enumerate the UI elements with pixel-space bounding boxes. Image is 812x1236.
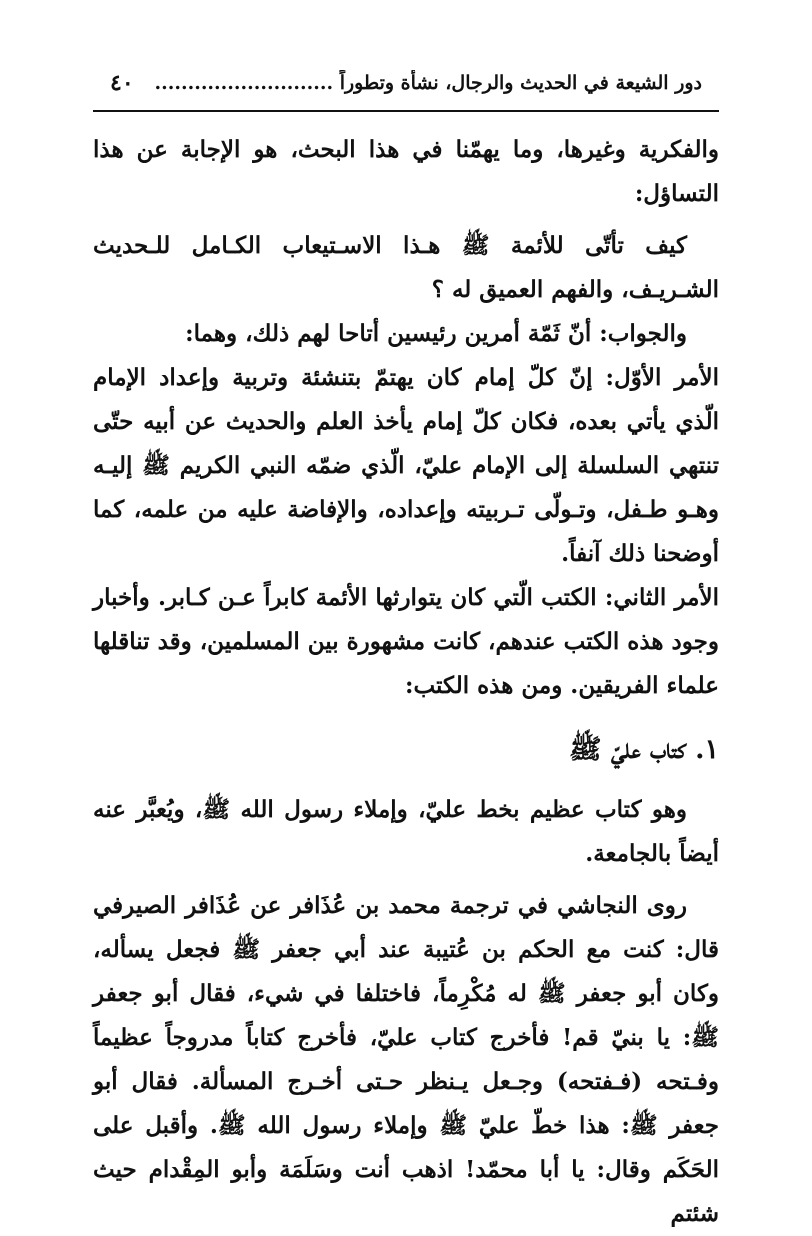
section-heading: ١. كتاب عليّ ﷺ [568,734,719,765]
paragraph-second-reason: الأمر الثاني: الكتب الّتي كان يتوارثها الأئمة كابراً عـن كـابر. وأخبار وجود هذه الكتب عندهم، كانت مشهورة بين المسلمين، وقد تناقلها علماء الفريقين. ومن هذه الكتب: [93,584,719,699]
section-paragraph-narration: روى النجاشي في ترجمة محمد بن عُذَافر عن عُذَافر الصيرفي قال: كنت مع الحكم بن عُتيبة عند أبي جعفر ﷺ فجعل يسأله، وكان أبو جعفر ﷺ له مُكْرِماً، فاختلفا في شيء، فقال أبو جعفر ﷺ: يا بنيّ قم! فأخرج كتاب عليّ، فأخرج كتاباً مدروجاً عظيماً وفـتحه (فـفتحه) وجـعل يـنظر حـتى أخـرج المسألة. فقال أبو جعفر ﷺ: هذا خطّ عليّ ﷺ وإملاء رسول الله ﷺ. وأقبل على الحَكَم وقال: يا أبا محمّد! اذهب أنت وسَلَمَة وأبو المِقْدام حيث شئتم [93,892,719,1227]
paragraph-question: كيف تأتّى للأئمة ﷺ هـذا الاسـتيعاب الكـامل للـحديث الشـريـف، والفهم العميق له ؟ [93,232,719,303]
paragraph-answer: والجواب: أنّ ثَمّة أمرين رئيسين أتاحا لهم ذلك، وهما: [185,320,687,347]
running-header [110,70,702,104]
page-number: ٤٠ [110,70,134,96]
header-rule [93,110,719,112]
section-paragraph-description: وهو كتاب عظيم بخط عليّ، وإملاء رسول الله ﷺ، ويُعبَّر عنه أيضاً بالجامعة. [93,796,719,867]
paragraph-intro: والفكرية وغيرها، وما يهمّنا في هذا البحث، هو الإجابة عن هذا التساؤل: [93,136,719,207]
running-title: دور الشيعة في الحديث والرجال، نشأة وتطوراً ........................... [154,72,702,94]
page-body [93,128,719,1236]
paragraph-first-reason: الأمر الأوّل: إنّ كلّ إمام كان يهتمّ بتنشئة وتربية وإعداد الإمام الّذي يأتي بعده، فكان كلّ إمام يأخذ العلم والحديث عن أبيه حتّى تنتهي السلسلة إلى الإمام عليّ، الّذي ضمّه النبي الكريم ﷺ إليـه وهـو طـفل، وتـولّى تـربيته وإعداده، والإفاضة عليه من علمه، كما أوضحنا ذلك آنفاً. [93,364,719,567]
